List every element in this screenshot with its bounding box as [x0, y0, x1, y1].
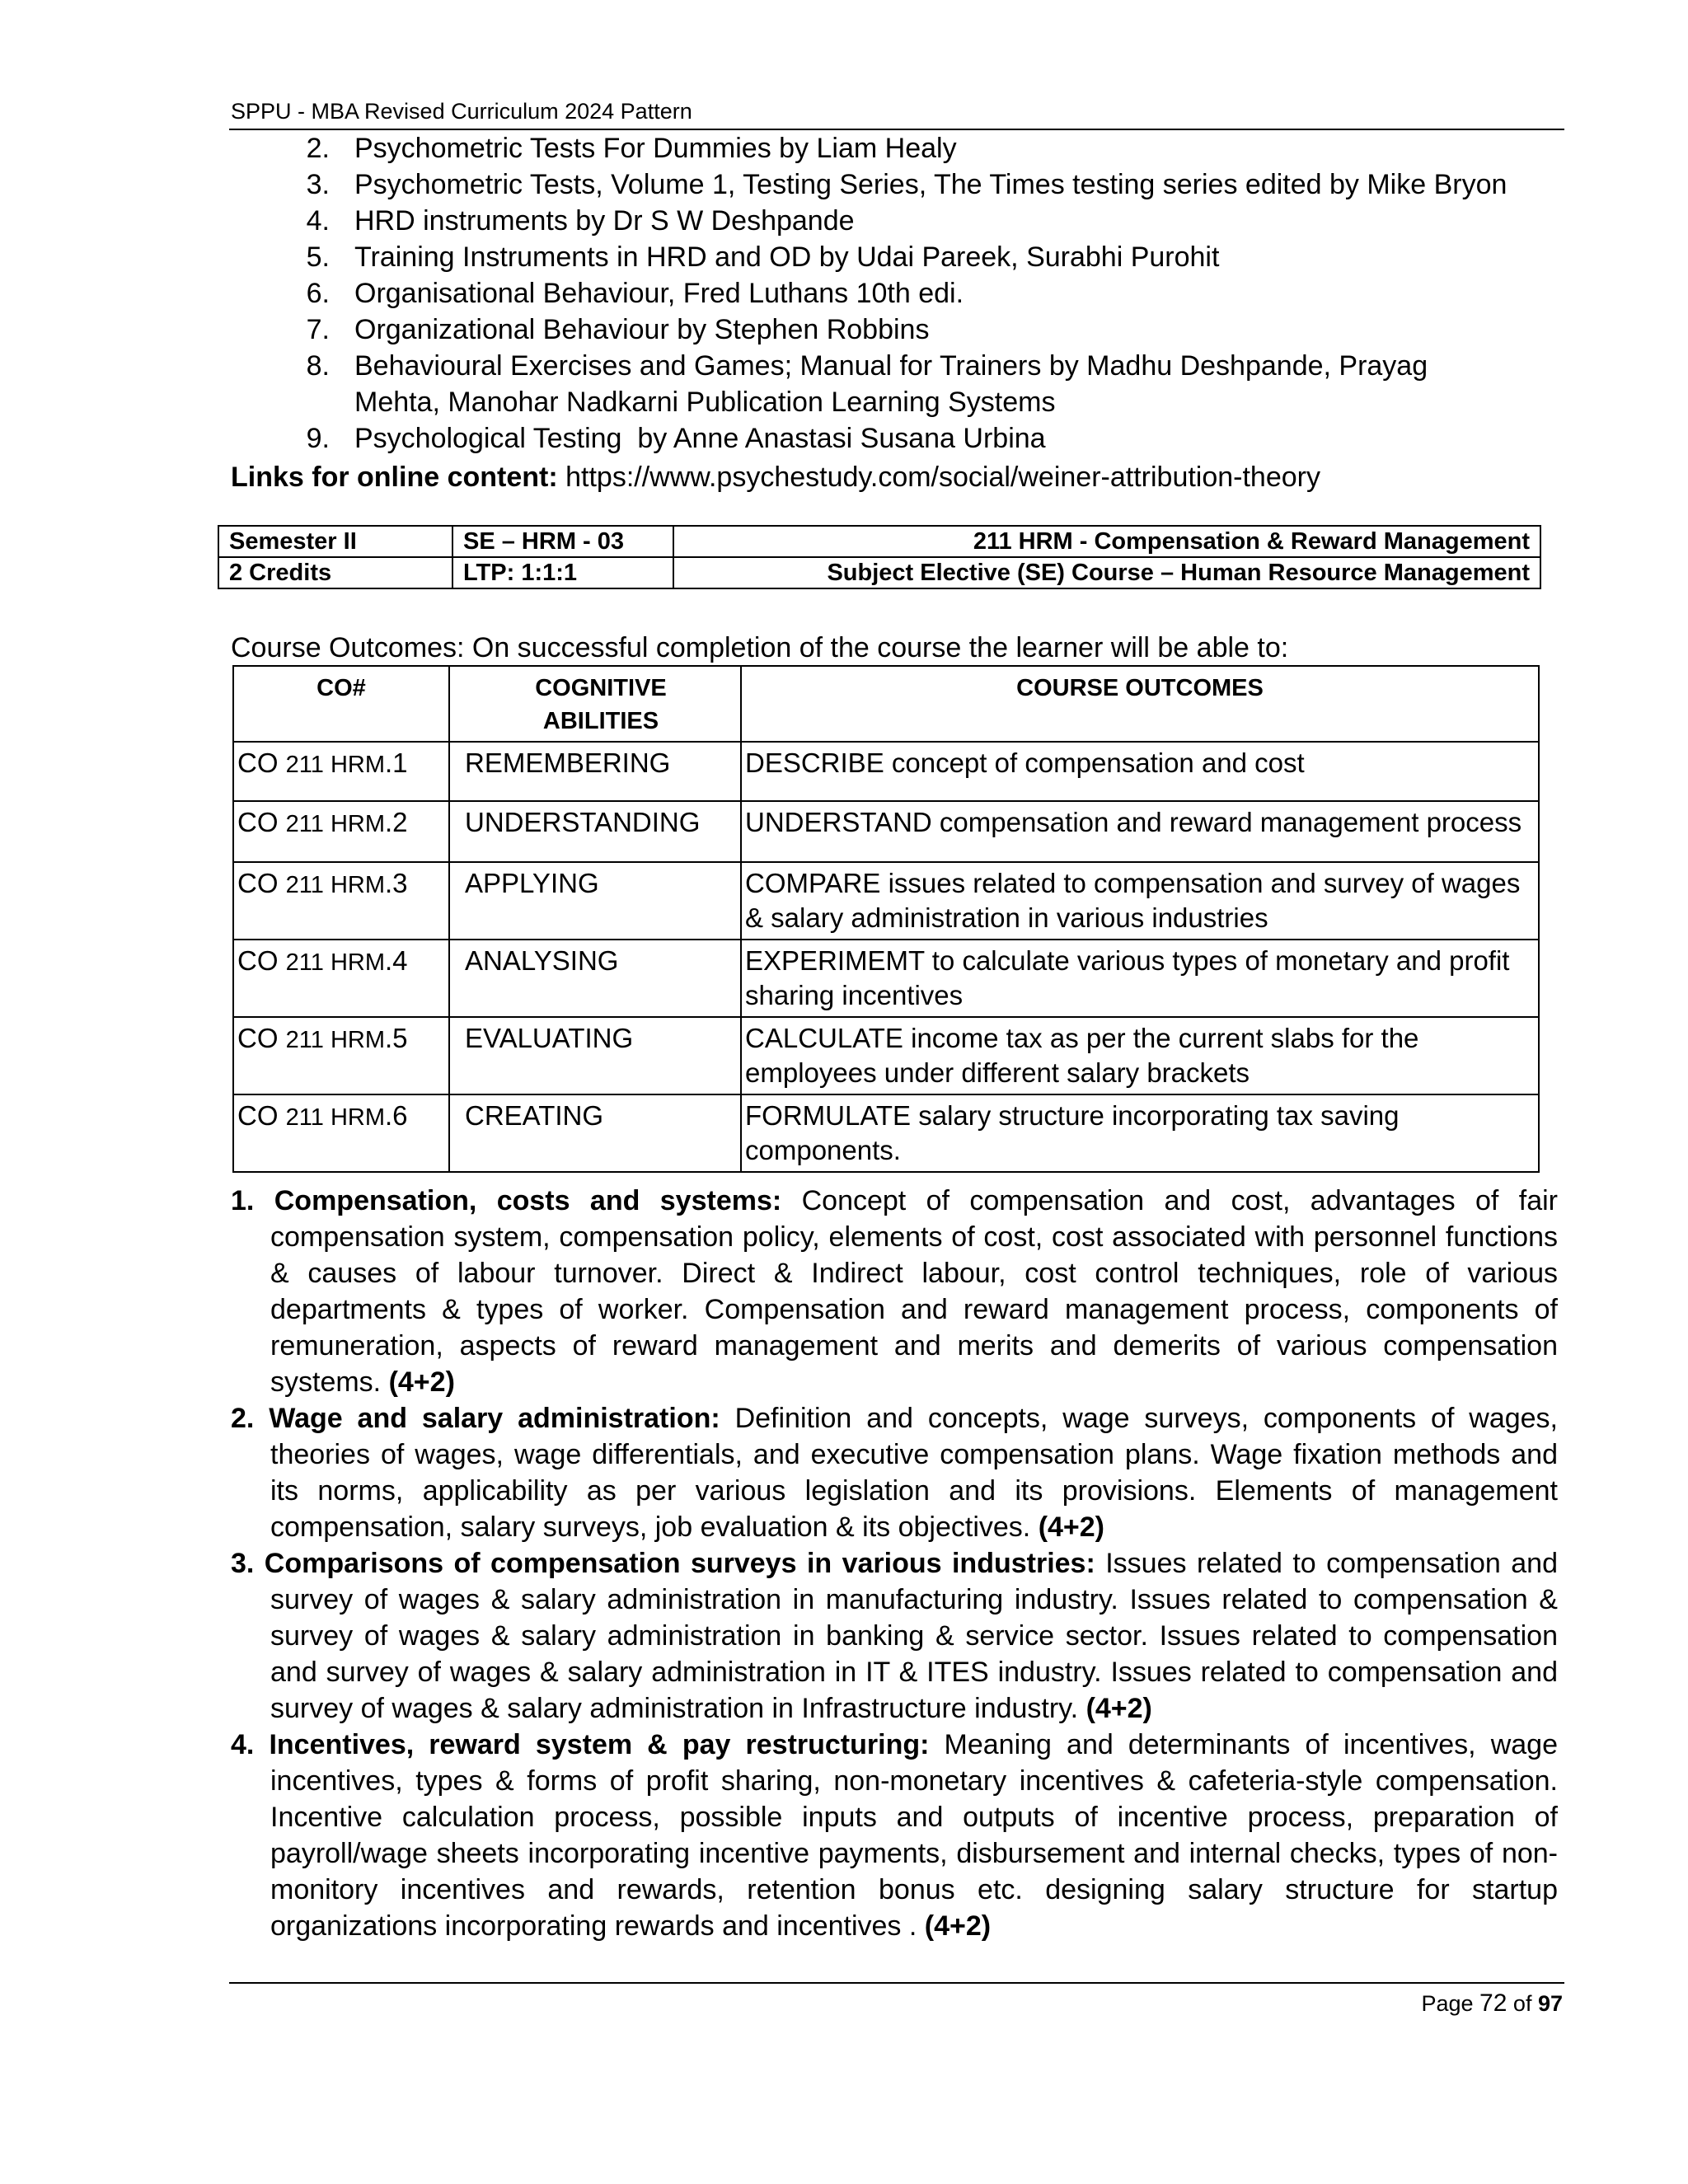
list-item	[272, 420, 1591, 457]
table-header-row	[233, 666, 1539, 742]
list-item-text: Organisational Behaviour, Fred Luthans 10th edi.	[354, 278, 964, 309]
list-item-number: 9.	[306, 423, 330, 454]
list-item-number: 4.	[306, 205, 330, 237]
ltp-cell: LTP: 1:1:1	[452, 557, 673, 588]
co-code-cell	[233, 1017, 449, 1094]
list-item-text: Behavioural Exercises and Games; Manual for Trainers by Madhu Deshpande, Prayag Mehta, Manohar Nadkarni Publication Learning Systems	[354, 350, 1428, 418]
co-suffix: .2	[385, 807, 408, 837]
unit-hours: (4+2)	[924, 1910, 992, 1942]
list-item	[272, 312, 1591, 348]
co-prefix: CO	[237, 748, 286, 778]
course-title-cell: 211 HRM - Compensation & Reward Management	[673, 526, 1540, 557]
co-course: 211 HRM	[285, 811, 386, 837]
unit-body: Concept of compensation and cost, advantages of fair compensation system, compensation policy, elements of cost, cost associated with personnel functions & causes of labour turnover. Direct & Indirect labour, cost control techniques, role of various departments & types of worker. Compensation and reward management process, components of remuneration, aspects of reward management and merits and demerits of various compensation systems.	[270, 1185, 1558, 1398]
co-code-cell	[233, 940, 449, 1017]
unit-paragraph	[231, 1183, 1558, 1400]
table-row	[218, 557, 1540, 588]
course-code-cell: SE – HRM - 03	[452, 526, 673, 557]
outcome-cell: CALCULATE income tax as per the current slabs for the employees under different salary brackets	[741, 1017, 1539, 1094]
page-header-title: SPPU - MBA Revised Curriculum 2024 Pattern	[231, 99, 692, 124]
list-item-text: Organizational Behaviour by Stephen Robbins	[354, 314, 930, 345]
co-suffix: .3	[385, 868, 408, 898]
unit-body: Definition and concepts, wage surveys, components of wages, theories of wages, wage differentials, and executive compensation plans. Wage fixation methods and its norms, applicability as per various legislation and its provisions. Elements of management compensation, salary surveys, job evaluation & its objectives.	[270, 1403, 1559, 1543]
list-item	[272, 203, 1591, 239]
list-item-text: Psychometric Tests For Dummies by Liam Healy	[354, 133, 957, 164]
list-item-number: 7.	[306, 314, 330, 345]
co-course: 211 HRM	[285, 872, 386, 898]
footer-divider	[229, 1982, 1564, 1984]
co-course: 211 HRM	[285, 752, 386, 778]
list-item-number: 8.	[306, 350, 330, 382]
co-prefix: CO	[237, 945, 286, 976]
page-number	[1421, 1990, 1563, 2018]
co-course: 211 HRM	[285, 949, 386, 976]
table-row	[233, 801, 1539, 862]
list-item-text: Psychometric Tests, Volume 1, Testing Series, The Times testing series edited by Mike Bryon	[354, 169, 1507, 200]
co-prefix: CO	[237, 1100, 286, 1131]
unit-title: 4. Incentives, reward system & pay restructuring:	[231, 1729, 930, 1760]
outcome-cell: DESCRIBE concept of compensation and cost	[741, 742, 1539, 801]
co-suffix: .4	[385, 945, 408, 976]
links-label: Links for online content:	[231, 462, 558, 493]
table-row	[233, 1017, 1539, 1094]
header-line: COGNITIVE	[535, 675, 667, 701]
credits-cell: 2 Credits	[218, 557, 452, 588]
outcome-cell: FORMULATE salary structure incorporating tax saving components.	[741, 1094, 1539, 1172]
co-course: 211 HRM	[285, 1104, 386, 1131]
outcome-cell: COMPARE issues related to compensation and survey of wages & salary administration in various industries	[741, 862, 1539, 940]
unit-body: Meaning and determinants of incentives, wage incentives, types & forms of profit sharing, non-monetary incentives & cafeteria-style compensation. Incentive calculation process, possible inputs and outputs of incentive process, preparation of payroll/wage sheets incorporating incentive payments, disbursement and internal checks, types of non-monitory incentives and rewards, retention bonus etc. designing salary structure for startup organizations incorporating rewards and incentives .	[270, 1729, 1558, 1942]
table-row	[218, 526, 1540, 557]
co-code-cell	[233, 862, 449, 940]
syllabus-units	[231, 1183, 1558, 1944]
online-links	[231, 459, 1320, 495]
semester-cell: Semester II	[218, 526, 452, 557]
page-label: Page	[1421, 1991, 1480, 2016]
unit-hours: (4+2)	[1085, 1693, 1152, 1724]
unit-title: 3. Comparisons of compensation surveys in various industries:	[231, 1548, 1095, 1579]
list-item	[272, 166, 1591, 203]
header-line: ABILITIES	[542, 708, 659, 734]
co-course: 211 HRM	[285, 1027, 386, 1053]
unit-paragraph	[231, 1400, 1558, 1545]
list-item-text: Training Instruments in HRD and OD by Udai Pareek, Surabhi Purohit	[354, 241, 1220, 273]
links-url[interactable]: https://www.psychestudy.com/social/weiner-attribution-theory	[565, 462, 1320, 493]
ability-cell: CREATING	[449, 1094, 741, 1172]
co-number-header: CO#	[233, 666, 449, 742]
list-item-text: Psychological Testing by Anne Anastasi Susana Urbina	[354, 423, 1046, 454]
ability-cell: ANALYSING	[449, 940, 741, 1017]
unit-title: 1. Compensation, costs and systems:	[231, 1185, 782, 1216]
ability-cell: UNDERSTANDING	[449, 801, 741, 862]
list-item	[272, 130, 1591, 166]
table-row	[233, 862, 1539, 940]
co-suffix: .1	[385, 748, 408, 778]
unit-paragraph	[231, 1545, 1558, 1727]
list-item-text: HRD instruments by Dr S W Deshpande	[354, 205, 855, 237]
unit-title: 2. Wage and salary administration:	[231, 1403, 720, 1434]
co-suffix: .6	[385, 1100, 408, 1131]
list-item	[272, 348, 1591, 420]
outcome-cell: EXPERIMEMT to calculate various types of monetary and profit sharing incentives	[741, 940, 1539, 1017]
unit-hours: (4+2)	[1038, 1511, 1105, 1543]
page-of-label: of	[1507, 1991, 1538, 2016]
list-item	[272, 239, 1591, 275]
page-total: 97	[1537, 1991, 1563, 2016]
course-outcomes-intro: Course Outcomes: On successful completion of the course the learner will be able to:	[231, 632, 1289, 663]
course-outcomes-header: COURSE OUTCOMES	[741, 666, 1539, 742]
co-prefix: CO	[237, 868, 286, 898]
co-prefix: CO	[237, 1023, 286, 1053]
ability-cell: EVALUATING	[449, 1017, 741, 1094]
cognitive-abilities-header	[449, 666, 741, 742]
unit-body: Issues related to compensation and survey of wages & salary administration in manufacturing industry. Issues related to compensation & survey of wages & salary administration in banking & service sector. Issues related to compensation and survey of wages & salary administration in IT & ITES industry. Issues related to compensation and survey of wages & salary administration in Infrastructure industry.	[270, 1548, 1558, 1724]
unit-paragraph	[231, 1727, 1558, 1944]
list-item-number: 2.	[306, 133, 330, 164]
co-prefix: CO	[237, 807, 286, 837]
list-item-number: 3.	[306, 169, 330, 200]
list-item-number: 5.	[306, 241, 330, 273]
co-code-cell	[233, 801, 449, 862]
unit-hours: (4+2)	[388, 1366, 455, 1398]
co-suffix: .5	[385, 1023, 408, 1053]
table-row	[233, 940, 1539, 1017]
elective-cell: Subject Elective (SE) Course – Human Resource Management	[673, 557, 1540, 588]
ability-cell: REMEMBERING	[449, 742, 741, 801]
course-info-table	[218, 525, 1541, 589]
outcome-cell: UNDERSTAND compensation and reward management process	[741, 801, 1539, 862]
co-code-cell	[233, 1094, 449, 1172]
page-current: 72	[1479, 1990, 1507, 2017]
table-row	[233, 1094, 1539, 1172]
reference-book-list	[272, 130, 1591, 457]
table-row	[233, 742, 1539, 801]
course-outcomes-table	[232, 665, 1540, 1173]
co-code-cell	[233, 742, 449, 801]
list-item-number: 6.	[306, 278, 330, 309]
list-item	[272, 275, 1591, 312]
ability-cell: APPLYING	[449, 862, 741, 940]
